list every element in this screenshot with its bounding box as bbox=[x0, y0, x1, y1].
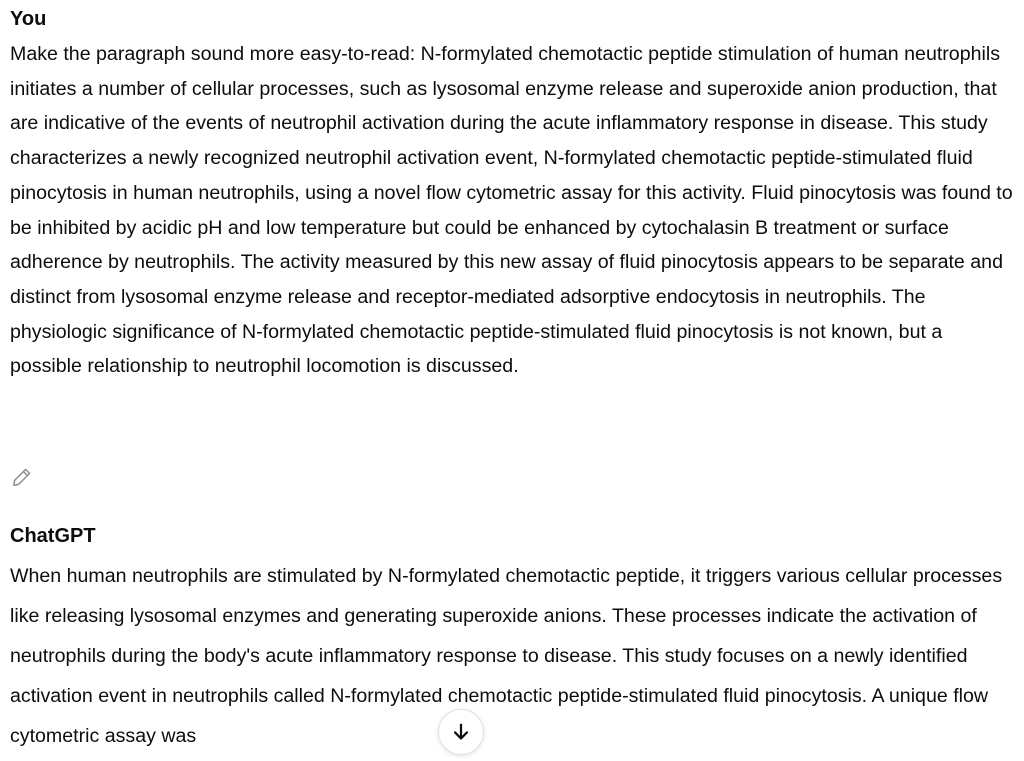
edit-message-button[interactable] bbox=[10, 465, 34, 489]
user-author-label: You bbox=[10, 8, 47, 30]
assistant-message-text: When human neutrophils are stimulated by N-formylated chemotactic peptide, it triggers various cellular processes like releasing lysosomal enzymes and generating superoxide anions. These processes indicate the activation of neutrophils during the body's acute inflammatory response to disease. This study focuses on a newly identified activation event in neutrophils called N-formylated chemotactic peptide-stimulated fluid pinocytosis. A unique flow cytometric assay was bbox=[10, 565, 1003, 747]
pencil-icon bbox=[10, 465, 34, 489]
assistant-author-label: ChatGPT bbox=[10, 525, 96, 547]
scroll-to-bottom-button[interactable] bbox=[438, 709, 484, 755]
user-message-text: Make the paragraph sound more easy-to-read: N-formylated chemotactic peptide stimulation of human neutrophils initiates a number of cellular processes, such as lysosomal enzyme release and superoxide anion production, that are indicative of the events of neutrophil activation during the acute inflammatory response in disease. This study characterizes a newly recognized neutrophil activation event, N-formylated chemotactic peptide-stimulated fluid pinocytosis in human neutrophils, using a novel flow cytometric assay for this activity. Fluid pinocytosis was found to be inhibited by acidic pH and low temperature but could be enhanced by cytochalasin B treatment or surface adherence by neutrophils. The activity measured by this new assay of fluid pinocytosis appears to be separate and distinct from lysosomal enzyme release and receptor-mediated adsorptive endocytosis in neutrophils. The physiologic significance of N-formylated chemotactic peptide-stimulated fluid pinocytosis is not known, but a possible relationship to neutrophil locomotion is discussed. bbox=[10, 43, 1013, 378]
arrow-down-icon bbox=[450, 721, 472, 743]
